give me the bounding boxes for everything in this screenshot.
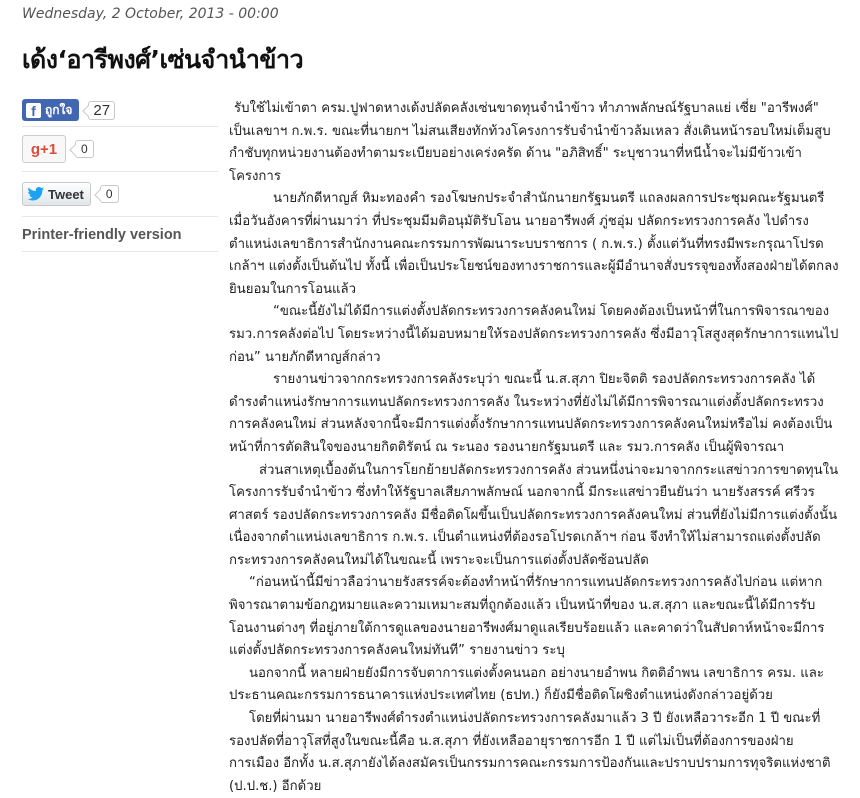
article-paragraph: “ก่อนหน้านี้มีข่าวลือว่านายรังสรรค์จะต้องทำหน้าที่รักษาการแทนปลัดกระทรวงการคลังไปก่อน แต่หากพิจารณาตามข้อกฎหมายและความเหมาะสมที่ถูกต้องแล้ว เป็นหน้าที่ของ น.ส.สุภา และขณะนี้ได้มีการรับโอนงานต่างๆ ที่อยู่ภายใต้การดูแลของนายอารีพงศ์มาดูแลเรียบร้อยแล้ว และคาดว่าในสัปดาห์หน้าจะมีการแต่งตั้งปลัดกระทรวงการคลังคนใหม่ทันที” รายงานข่าว ระบุ bbox=[229, 575, 825, 659]
article-paragraph: โดยที่ผ่านมา นายอารีพงศ์ดำรงตำแหน่งปลัดกระทรวงการคลังมาแล้ว 3 ปี ยังเหลือวาระอีก 1 ปี ขณะที่รองปลัดที่อาวุโสที่สูงในขณะนี้คือ น.ส.สุภา ที่ยังเหลืออายุราชการอีก 1 ปี แต่ไม่เป็นที่ต้องการของฝ่ายการเมือง อีกทั้ง น.ส.สุภายังได้ลงสมัครเป็นกรรมการคณะกรรมการป้องกันและปราบปรามการทุจริตแห่งชาติ (ป.ป.ช.) อีกด้วย bbox=[229, 711, 831, 794]
article-body bbox=[229, 98, 839, 798]
printer-friendly-link[interactable]: Printer-friendly version bbox=[22, 227, 182, 243]
article-paragraph: รับใช้ไม่เข้าตา ครม.ปูฟาดหางเด้งปลัดคลังเซ่นขาดทุนจำนำข้าว ทำภาพลักษณ์รัฐบาลแย่ เซี่ย "อารีพงศ์" เป็นเลขาฯ ก.พ.ร. ขณะที่นายกฯ ไม่สนเสียงทักท้วงโครงการรับจำนำข้าวล้มเหลว สั่งเดินหน้ารอบใหม่เต็มสูบ กำชับทุกหน่วยงานต้องทำตามระเบียบอย่างเคร่งครัด ด้าน "อภิสิทธิ์" ระบุชาวนาที่หนีน้ำจะไม่มีข้าวเข้าโครงการ bbox=[229, 101, 831, 184]
facebook-like-count: 27 bbox=[88, 101, 115, 120]
post-date: Wednesday, 2 October, 2013 - 00:00 bbox=[22, 6, 279, 22]
gplus-icon: g+1 bbox=[30, 140, 58, 158]
gplus-share-row bbox=[22, 127, 218, 172]
article-paragraph: “ขณะนี้ยังไม่ได้มีการแต่งตั้งปลัดกระทรวงการคลังคนใหม่ โดยคงต้องเป็นหน้าที่ในการพิจารณาของ รมว.การคลังต่อไป โดยระหว่างนี้ได้มอบหมายให้รองปลัดกระทรวงการคลัง ซึ่งมีอาวุโสสูงสุดรักษาการแทนไปก่อน” นายภักดีหาญส์กล่าว bbox=[229, 304, 839, 365]
sidebar-divider bbox=[22, 251, 218, 252]
share-sidebar bbox=[22, 94, 218, 252]
article-paragraph: รายงานข่าวจากกระทรวงการคลังระบุว่า ขณะนี้ น.ส.สุภา ปิยะจิตติ รองปลัดกระทรวงการคลัง ได้ดำรงตำแหน่งรักษาการแทนปลัดกระทรวงการคลัง ในระหว่างที่ยังไม่ได้มีการพิจารณาแต่งตั้งปลัดกระทรวงการคลังคนใหม่ ส่วนหลังจากนี้จะมีการแต่งตั้งรักษาการแทนปลัดกระทรวงการคลังคนใหม่หรือไม่ คงต้องเป็นหน้าที่การตัดสินใจของนายกิตติรัตน์ ณ ระนอง รองนายกรัฐมนตรี และ รมว.การคลัง เป็นผู้พิจารณา bbox=[229, 372, 833, 455]
article-paragraph: นายภักดีหาญส์ หิมะทองคำ รองโฆษกประจำสำนักนายกรัฐมนตรี แถลงผลการประชุมคณะรัฐมนตรี เมื่อวันอังคารที่ผ่านมาว่า ที่ประชุมมีมติอนุมัติรับโอน นายอารีพงศ์ ภู่ชอุ่ม ปลัดกระทรวงการคลัง ไปดำรงตำแหน่งเลขาธิการสำนักงานคณะกรรมการพัฒนาระบบราชการ ( ก.พ.ร.) ตั้งแต่วันที่ทรงมีพระกรุณาโปรดเกล้าฯ แต่งตั้งเป็นต้นไป ทั้งนี้ เพื่อเป็นประโยชน์ของทางราชการและผู้มีอำนาจสั่งบรรจุของทั้งสองฝ่ายได้ตกลงยินยอมในการโอนแล้ว bbox=[229, 191, 839, 297]
facebook-icon: f bbox=[26, 103, 41, 118]
gplus-button[interactable] bbox=[22, 135, 66, 163]
tweet-count: 0 bbox=[100, 185, 119, 203]
article-paragraph: ส่วนสาเหตุเบื้องต้นในการโยกย้ายปลัดกระทรวงการคลัง ส่วนหนึ่งน่าจะมาจากกระแสข่าวการขาดทุนในโครงการรับจำนำข้าว ซึ่งทำให้รัฐบาลเสียภาพลักษณ์ นอกจากนี้ มีกระแสข่าวยืนยันว่า นายรังสรรค์ ศรีวรศาสตร์ รองปลัดกระทรวงการคลัง มีชื่อติดโผขึ้นเป็นปลัดกระทรวงการคลังคนใหม่ ส่วนที่ยังไม่มีการแต่งตั้งนั้น เนื่องจากตำแหน่งเลขาธิการ ก.พ.ร. เป็นตำแหน่งที่ต้องรอโปรดเกล้าฯ ก่อน จึงทำให้ไม่สามารถแต่งตั้งปลัดกระทรวงการคลังคนใหม่ได้ในขณะนี้ เพราะจะเป็นการแต่งตั้งปลัดซ้อนปลัด bbox=[229, 462, 839, 568]
facebook-like-button[interactable] bbox=[22, 99, 79, 121]
twitter-share-row bbox=[22, 172, 218, 217]
article-paragraph: นอกจากนี้ หลายฝ่ายยังมีการจับตาการแต่งตั้งคนนอก อย่างนายอำพน กิตติอำพน เลขาธิการ ครม. และประธานคณะกรรมการธนาคารแห่งประเทศไทย (ธปท.) ก็ยังมีชื่อติดโผชิงตำแหน่งดังกล่าวอยู่ด้วย bbox=[229, 665, 824, 704]
article-title: เด้ง‘อารีพงศ์’เซ่นจำนำข้าว bbox=[22, 45, 304, 74]
tweet-label: Tweet bbox=[48, 186, 84, 202]
tweet-button[interactable] bbox=[22, 182, 91, 206]
facebook-like-label: ถูกใจ bbox=[45, 102, 73, 117]
gplus-count: 0 bbox=[75, 140, 94, 158]
facebook-share-row bbox=[22, 94, 218, 127]
twitter-bird-icon bbox=[27, 187, 45, 201]
